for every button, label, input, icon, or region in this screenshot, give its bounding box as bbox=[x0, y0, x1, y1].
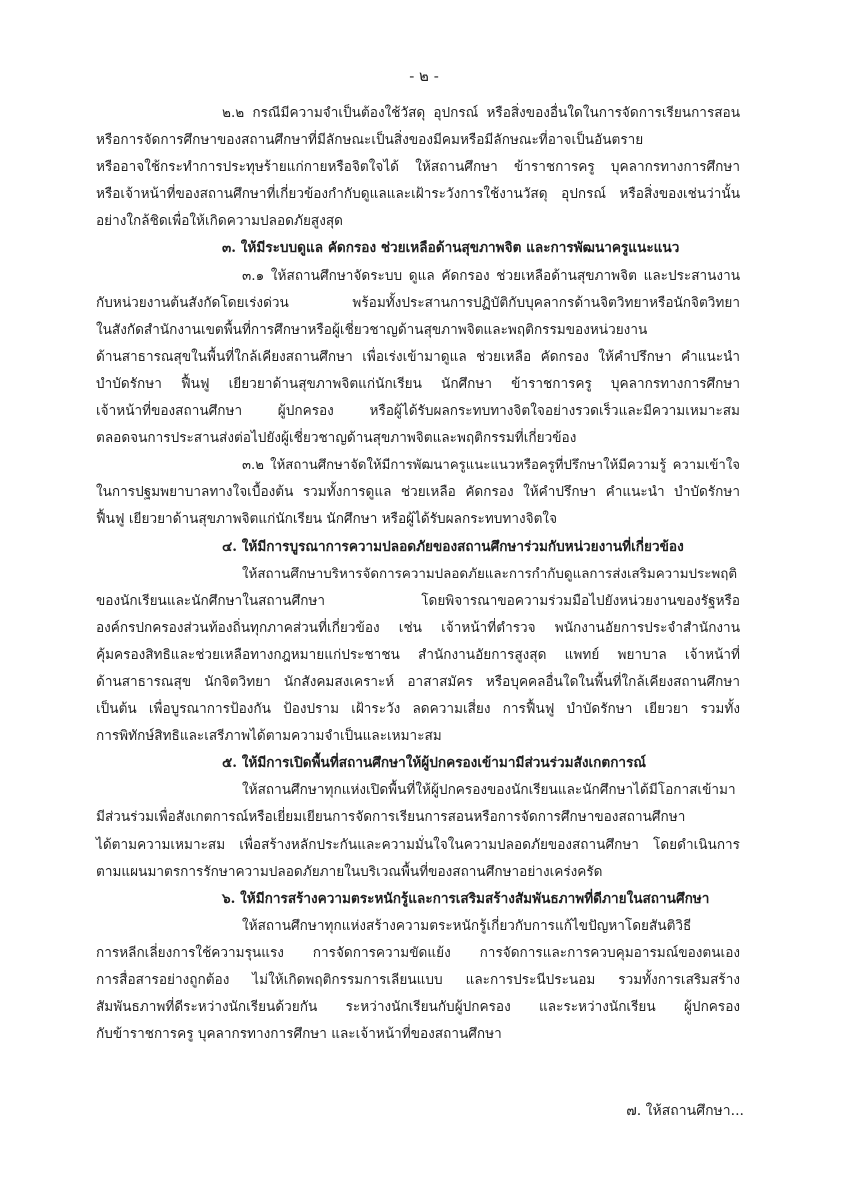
paragraph-line: หรืออาจใช้กระทำการประทุษร้ายแก่กายหรือจิตใจได้ ให้สถานศึกษา ข้าราชการครู บุคลากรทางการศึกษา bbox=[96, 159, 740, 176]
section-heading: ๖. ให้มีการสร้างความตระหนักรู้และการเสริมสร้างสัมพันธภาพที่ดีภายในสถานศึกษา bbox=[222, 890, 710, 907]
paragraph-line: กับข้าราชการครู บุคลากรทางการศึกษา และเจ้าหน้าที่ของสถานศึกษา bbox=[96, 1026, 502, 1043]
paragraph-line: ของนักเรียนและนักศึกษาในสถานศึกษา โดยพิจารณาขอความร่วมมือไปยังหน่วยงานของรัฐหรือ bbox=[96, 592, 740, 609]
paragraph-line: มีส่วนร่วมเพื่อสังเกตการณ์หรือเยี่ยมเยียนการจัดการเรียนการสอนหรือการจัดการศึกษาของสถานศึกษา bbox=[96, 809, 686, 826]
section-heading: ๓. ให้มีระบบดูแล คัดกรอง ช่วยเหลือด้านสุขภาพจิต และการพัฒนาครูแนะแนว bbox=[222, 240, 680, 257]
paragraph-line: ๓.๒ ให้สถานศึกษาจัดให้มีการพัฒนาครูแนะแนวหรือครูที่ปรึกษาให้มีความรู้ ความเข้าใจ bbox=[242, 458, 740, 474]
paragraph-line: การสื่อสารอย่างถูกต้อง ไม่ให้เกิดพฤติกรรมการเลียนแบบ และการประนีประนอม รวมทั้งการเสริมสร้าง bbox=[96, 972, 740, 988]
paragraph-line: ๓.๑ ให้สถานศึกษาจัดระบบ ดูแล คัดกรอง ช่วยเหลือด้านสุขภาพจิต และประสานงาน bbox=[242, 267, 740, 284]
paragraph-line: สัมพันธภาพที่ดีระหว่างนักเรียนด้วยกัน ระหว่างนักเรียนกับผู้ปกครอง และระหว่างนักเรียน ผู้ปกครอง bbox=[96, 999, 740, 1016]
paragraph-line: เจ้าหน้าที่ของสถานศึกษา ผู้ปกครอง หรือผู้ได้รับผลกระทบทางจิตใจอย่างรวดเร็วและมีความเหมาะสม bbox=[96, 403, 740, 420]
paragraph-line: การพิทักษ์สิทธิและเสรีภาพได้ตามความจำเป็นและเหมาะสม bbox=[96, 728, 442, 745]
paragraph-line: คุ้มครองสิทธิและช่วยเหลือทางกฎหมายแก่ประชาชน สำนักงานอัยการสูงสุด แพทย์ พยาบาล เจ้าหน้าที่ bbox=[96, 646, 740, 663]
paragraph-line: การหลีกเลี่ยงการใช้ความรุนแรง การจัดการความขัดแย้ง การจัดการและการควบคุมอารมณ์ของตนเอง bbox=[96, 944, 740, 961]
paragraph-line: ให้สถานศึกษาทุกแห่งเปิดพื้นที่ให้ผู้ปกครองของนักเรียนและนักศึกษาได้มีโอกาสเข้ามา bbox=[242, 782, 736, 799]
paragraph-line: ด้านสาธารณสุขในพื้นที่ใกล้เคียงสถานศึกษา เพื่อเร่งเข้ามาดูแล ช่วยเหลือ คัดกรอง ให้คำปรึกษา คำแนะนำ bbox=[96, 348, 740, 365]
paragraph-line: ๒.๒ กรณีมีความจำเป็นต้องใช้วัสดุ อุปกรณ์ หรือสิ่งของอื่นใดในการจัดการเรียนการสอน bbox=[222, 105, 740, 121]
paragraph-line: บำบัดรักษา ฟื้นฟู เยียวยาด้านสุขภาพจิตแก่นักเรียน นักศึกษา ข้าราชการครู บุคลากรทางการศึกษา bbox=[96, 375, 740, 392]
document-body bbox=[96, 100, 740, 1048]
paragraph-line: เป็นต้น เพื่อบูรณาการป้องกัน ป้องปราม เฝ้าระวัง ลดความเสี่ยง การฟื้นฟู บำบัดรักษา เยียวยา รวมทั้ง bbox=[96, 701, 740, 718]
continuation-note: ๗. ให้สถานศึกษา... bbox=[626, 1103, 744, 1119]
paragraph-line: หรือเจ้าหน้าที่ของสถานศึกษาที่เกี่ยวข้องกำกับดูแลและเฝ้าระวังการใช้งานวัสดุ อุปกรณ์ หรือสิ่งของเช่นว่านั้น bbox=[96, 186, 740, 203]
section-heading: ๔. ให้มีการบูรณาการความปลอดภัยของสถานศึกษาร่วมกับหน่วยงานที่เกี่ยวข้อง bbox=[222, 538, 684, 555]
section-heading: ๕. ให้มีการเปิดพื้นที่สถานศึกษาให้ผู้ปกครองเข้ามามีส่วนร่วมสังเกตการณ์ bbox=[222, 755, 646, 772]
paragraph-line: หรือการจัดการศึกษาของสถานศึกษาที่มีลักษณะเป็นสิ่งของมีคมหรือมีลักษณะที่อาจเป็นอันตราย bbox=[96, 132, 644, 149]
paragraph-line: ได้ตามความเหมาะสม เพื่อสร้างหลักประกันและความมั่นใจในความปลอดภัยของสถานศึกษา โดยดำเนินการ bbox=[96, 836, 740, 853]
paragraph-line: ตลอดจนการประสานส่งต่อไปยังผู้เชี่ยวชาญด้านสุขภาพจิตและพฤติกรรมที่เกี่ยวข้อง bbox=[96, 430, 577, 447]
paragraph-line: ให้สถานศึกษาบริหารจัดการความปลอดภัยและการกำกับดูแลการส่งเสริมความประพฤติ bbox=[242, 566, 738, 582]
paragraph-line: องค์กรปกครองส่วนท้องถิ่นทุกภาคส่วนที่เกี่ยวข้อง เช่น เจ้าหน้าที่ตำรวจ พนักงานอัยการประจำสำนักงาน bbox=[96, 619, 740, 636]
paragraph-line: ในการปฐมพยาบาลทางใจเบื้องต้น รวมทั้งการดูแล ช่วยเหลือ คัดกรอง ให้คำปรึกษา คำแนะนำ บำบัดรักษา bbox=[96, 484, 740, 501]
paragraph-line: ด้านสาธารณสุข นักจิตวิทยา นักสังคมสงเคราะห์ อาสาสมัคร หรือบุคคลอื่นใดในพื้นที่ใกล้เคียงสถานศึกษา bbox=[96, 673, 740, 690]
paragraph-line: ตามแผนมาตรการรักษาความปลอดภัยภายในบริเวณพื้นที่ของสถานศึกษาอย่างเคร่งครัด bbox=[96, 863, 603, 880]
paragraph-line: กับหน่วยงานต้นสังกัดโดยเร่งด่วน พร้อมทั้งประสานการปฏิบัติกับบุคลากรด้านจิตวิทยาหรือนักจิตวิทยา bbox=[96, 294, 740, 311]
paragraph-line: ฟื้นฟู เยียวยาด้านสุขภาพจิตแก่นักเรียน นักศึกษา หรือผู้ได้รับผลกระทบทางจิตใจ bbox=[96, 511, 558, 528]
paragraph-line: ในสังกัดสำนักงานเขตพื้นที่การศึกษาหรือผู้เชี่ยวชาญด้านสุขภาพจิตและพฤติกรรมของหน่วยงาน bbox=[96, 321, 648, 338]
paragraph-line: อย่างใกล้ชิดเพื่อให้เกิดความปลอดภัยสูงสุด bbox=[96, 213, 343, 230]
paragraph-line: ให้สถานศึกษาทุกแห่งสร้างความตระหนักรู้เกี่ยวกับการแก้ไขปัญหาโดยสันติวิธี bbox=[242, 917, 692, 934]
page-number: - ๒ - bbox=[409, 67, 439, 85]
